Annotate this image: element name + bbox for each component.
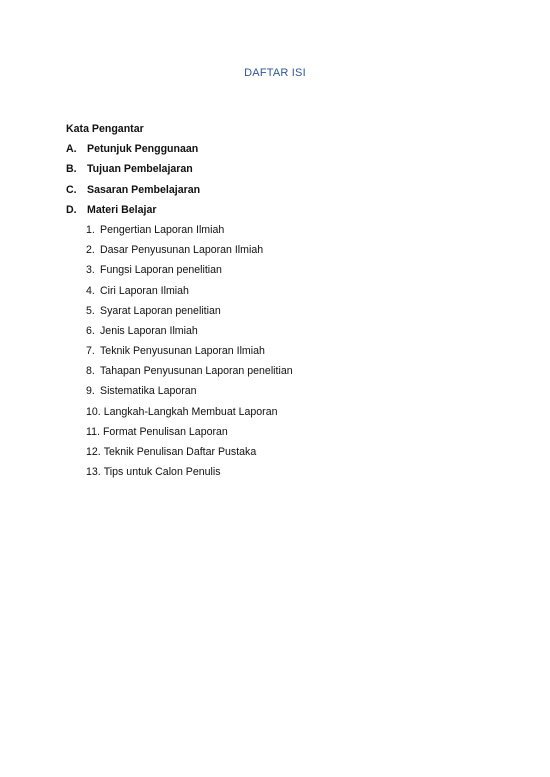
toc-item-number: 11. — [86, 425, 100, 438]
toc-item-6 — [66, 324, 486, 344]
toc-item-4 — [66, 284, 486, 304]
toc-item-number: 9. — [86, 385, 95, 398]
toc-item-label: Ciri Laporan Ilmiah — [100, 284, 189, 297]
toc-section-label: Materi Belajar — [87, 203, 157, 216]
toc-item-1 — [66, 223, 486, 243]
toc-item-label: Tahapan Penyusunan Laporan penelitian — [100, 365, 293, 378]
toc-item-label: Tips untuk Calon Penulis — [103, 466, 221, 479]
toc-section-number: D. — [66, 203, 77, 216]
toc-item-number: 1. — [86, 223, 95, 236]
toc-item-3 — [66, 263, 486, 283]
toc-section-number: C. — [66, 183, 77, 196]
toc-section-d — [66, 203, 486, 223]
toc-item-9 — [66, 384, 486, 404]
toc-item-7 — [66, 344, 486, 364]
toc-item-number: 6. — [86, 324, 95, 337]
toc-item-10 — [66, 405, 486, 425]
toc-item-number: 3. — [86, 264, 95, 277]
toc-item-12 — [66, 445, 486, 465]
toc-item-label: Teknik Penyusunan Laporan Ilmiah — [100, 345, 265, 358]
toc-item-label: Teknik Penulisan Daftar Pustaka — [103, 446, 257, 458]
toc-item-label: Langkah-Langkah Membuat Laporan — [103, 405, 278, 418]
toc-item-label: Jenis Laporan Ilmiah — [100, 324, 198, 337]
table-of-contents — [66, 122, 486, 485]
toc-item-number: 4. — [86, 284, 95, 297]
toc-item-2 — [66, 243, 486, 263]
toc-item-number: 13. — [86, 466, 101, 479]
toc-section-number: B. — [66, 163, 77, 176]
toc-section-a — [66, 142, 486, 162]
toc-item-label: Format Penulisan Laporan — [102, 425, 228, 438]
toc-item-label: Dasar Penyusunan Laporan Ilmiah — [100, 244, 264, 257]
toc-item-label: Fungsi Laporan penelitian — [100, 264, 222, 277]
toc-item-label: Syarat Laporan penelitian — [100, 304, 221, 317]
toc-item-number: 8. — [86, 365, 95, 378]
toc-item-11 — [66, 425, 486, 445]
toc-section-label: Petunjuk Penggunaan — [87, 143, 199, 156]
toc-section-label: Sasaran Pembelajaran — [87, 183, 201, 196]
page-title: DAFTAR ISI — [244, 67, 306, 79]
toc-entry-label: Kata Pengantar — [66, 123, 144, 135]
toc-item-8 — [66, 364, 486, 384]
toc-item-number: 10. — [86, 405, 101, 418]
toc-section-number: A. — [66, 143, 77, 156]
toc-item-label: Pengertian Laporan Ilmiah — [100, 223, 225, 236]
toc-item-number: 7. — [86, 345, 95, 358]
toc-section-label: Tujuan Pembelajaran — [87, 163, 193, 176]
toc-section-c — [66, 183, 486, 203]
toc-item-5 — [66, 304, 486, 324]
toc-item-number: 5. — [86, 304, 95, 317]
toc-item-13 — [66, 465, 486, 485]
toc-entry-kata-pengantar — [66, 122, 486, 142]
toc-item-number: 2. — [86, 244, 95, 257]
toc-item-label: Sistematika Laporan — [100, 385, 197, 398]
toc-item-number: 12. — [86, 446, 101, 458]
toc-section-b — [66, 162, 486, 182]
